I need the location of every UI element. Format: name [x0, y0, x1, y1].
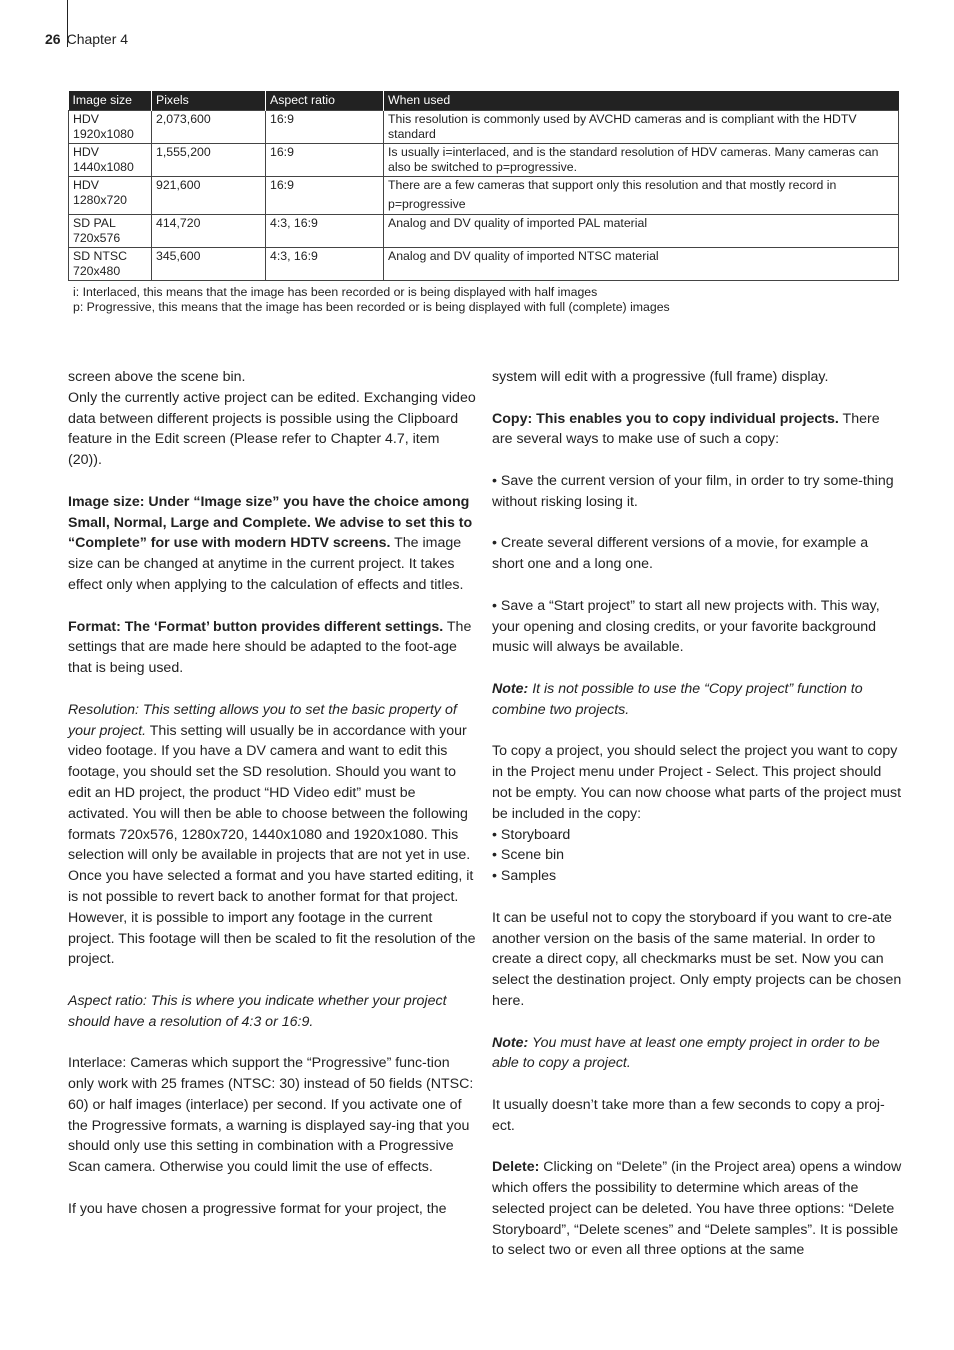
- table-footnotes: [73, 285, 670, 315]
- cell-image-size: HDV 1920x1080: [69, 111, 152, 144]
- image-size-table: [68, 91, 899, 281]
- cell-when-used: This resolution is commonly used by AVCHD cameras and is compliant with the HDTV standard: [384, 111, 899, 144]
- bullet-item: • Save the current version of your film, in order to try some-thing without risking losing it.: [492, 472, 894, 510]
- cell-when-used: Analog and DV quality of imported PAL material: [384, 215, 899, 248]
- page-header: [45, 31, 128, 47]
- list-item: • Scene bin: [492, 847, 565, 864]
- col-header-when-used: When used: [384, 91, 899, 111]
- cell-aspect: 16:9: [266, 177, 384, 215]
- cell-pixels: 921,600: [152, 177, 266, 215]
- cell-pixels: 345,600: [152, 248, 266, 281]
- chapter-label: Chapter 4: [66, 31, 129, 47]
- cell-aspect: 4:3, 16:9: [266, 215, 384, 248]
- bullet-item: • Create several different versions of a movie, for example a short one and a long one.: [492, 535, 869, 573]
- cell-aspect: 16:9: [266, 144, 384, 177]
- note-paragraph: Note: You must have at least one empty project in order to be able to copy a project.: [492, 1034, 880, 1072]
- interlace-paragraph: Interlace: Cameras which support the “Progressive” func-tion only work with 25 frames (NTSC: 30) instead of 50 fields (NTSC: 60) or half images (interlace) per second. If you activate one of the Progressive formats, a warning is displayed say-ing that you should only use this setting in combination with a Progressive Scan camera. Otherwise you could limit the use of effects.: [68, 1055, 474, 1176]
- paragraph: screen above the scene bin.: [68, 369, 246, 385]
- aspect-ratio-paragraph: Aspect ratio: This is where you indicate whether your project should have a resolution of 4:3 or 16:9.: [68, 992, 447, 1030]
- list-item: • Storyboard: [492, 826, 571, 843]
- page-number: 26: [45, 31, 61, 47]
- delete-paragraph: Delete: Clicking on “Delete” (in the Project area) opens a window which offers the possibility to determine which areas of the selected project can be deleted. You have three options: “Delete Storyboard”, “Delete scenes” and “Delete samples”. It is possible to select two or even all three options at the same: [492, 1159, 902, 1259]
- cell-image-size: SD PAL 720x576: [69, 215, 152, 248]
- resolution-paragraph: Resolution: This setting allows you to set the basic property of your project. This setting will usually be in accordance with your video footage. If you have a DV camera and want to edit this footage, you should set the SD resolution. Should you want to edit an HD project, the product “HD Video edit” must be activated. You will then be able to choose between the following formats 720x576, 1280x720, 1440x1080 and 1920x1080. This selection will only be available in projects that are not yet in use. Once you have selected a format and you have started editing, it is not possible to revert back to another format for that project. However, it is possible to import any footage in the current project. This footage will then be scaled to fit the resolution of the project.: [68, 701, 476, 968]
- cell-pixels: 2,073,600: [152, 111, 266, 144]
- cell-when-used: Is usually i=interlaced, and is the standard resolution of HDV cameras. Many cameras can also be switched to p=progressive.: [384, 144, 899, 177]
- table-row: [69, 248, 899, 281]
- list-item: • Samples: [492, 868, 557, 885]
- cell-aspect: 4:3, 16:9: [266, 248, 384, 281]
- table-row: [69, 144, 899, 177]
- paragraph: It can be useful not to copy the storyboard if you want to cre-ate another version on the basis of the same material. In order to create a direct copy, all checkmarks must be set. Now you can select the destination project. Only empty projects can be chosen here.: [492, 909, 902, 1009]
- paragraph: If you have chosen a progressive format for your project, the: [68, 1200, 447, 1217]
- table-row: [69, 177, 899, 215]
- cell-aspect: 16:9: [266, 111, 384, 144]
- bullet-item: • Save a “Start project” to start all new projects with. This way, your opening and closing credits, or your favorite background music will always be available.: [492, 597, 880, 656]
- table-row: [69, 215, 899, 248]
- note-paragraph: Note: It is not possible to use the “Copy project” function to combine two projects.: [492, 680, 863, 718]
- col-header-image-size: Image size: [69, 91, 152, 111]
- col-header-aspect-ratio: Aspect ratio: [266, 91, 384, 111]
- right-column: [492, 367, 902, 1261]
- cell-when-used: There are a few cameras that support only this resolution and that mostly record in p=progressive: [384, 177, 899, 215]
- footnote-interlaced: i: Interlaced, this means that the image has been recorded or is being displayed with half images: [73, 285, 598, 299]
- cell-pixels: 1,555,200: [152, 144, 266, 177]
- cell-pixels: 414,720: [152, 215, 266, 248]
- paragraph: system will edit with a progressive (full frame) display.: [492, 369, 829, 385]
- paragraph: To copy a project, you should select the project you want to copy in the Project menu under Project - Select. This project should not be empty. You can now choose what parts of the project must be included in the copy:: [492, 743, 902, 822]
- image-size-paragraph: Image size: Under “Image size” you have the choice among Small, Normal, Large and Complete. We advise to set this to “Complete” for use with modern HDTV screens. The image size can be changed at anytime in the current project. It takes effect only when applying to the calculation of effects and titles.: [68, 493, 473, 593]
- copy-paragraph: Copy: This enables you to copy individual projects. There are several ways to make use of such a copy:: [492, 410, 880, 448]
- paragraph: Only the currently active project can be edited. Exchanging video data between different projects is possible using the Clipboard feature in the Edit screen (Please refer to Chapter 4.7, item (20)).: [68, 389, 476, 469]
- cell-image-size: HDV 1280x720: [69, 177, 152, 215]
- paragraph: It usually doesn’t take more than a few seconds to copy a proj-ect.: [492, 1096, 885, 1134]
- cell-image-size: HDV 1440x1080: [69, 144, 152, 177]
- footnote-progressive: p: Progressive, this means that the image has been recorded or is being displayed with full (complete) images: [73, 300, 670, 314]
- format-paragraph: Format: The ‘Format’ button provides different settings. The settings that are made here should be adapted to the foot-age that is being used.: [68, 618, 472, 677]
- left-column: [68, 367, 476, 1220]
- table-row: [69, 111, 899, 144]
- table-header-row: [69, 91, 899, 111]
- cell-image-size: SD NTSC 720x480: [69, 248, 152, 281]
- cell-when-used: Analog and DV quality of imported NTSC material: [384, 248, 899, 281]
- col-header-pixels: Pixels: [152, 91, 266, 111]
